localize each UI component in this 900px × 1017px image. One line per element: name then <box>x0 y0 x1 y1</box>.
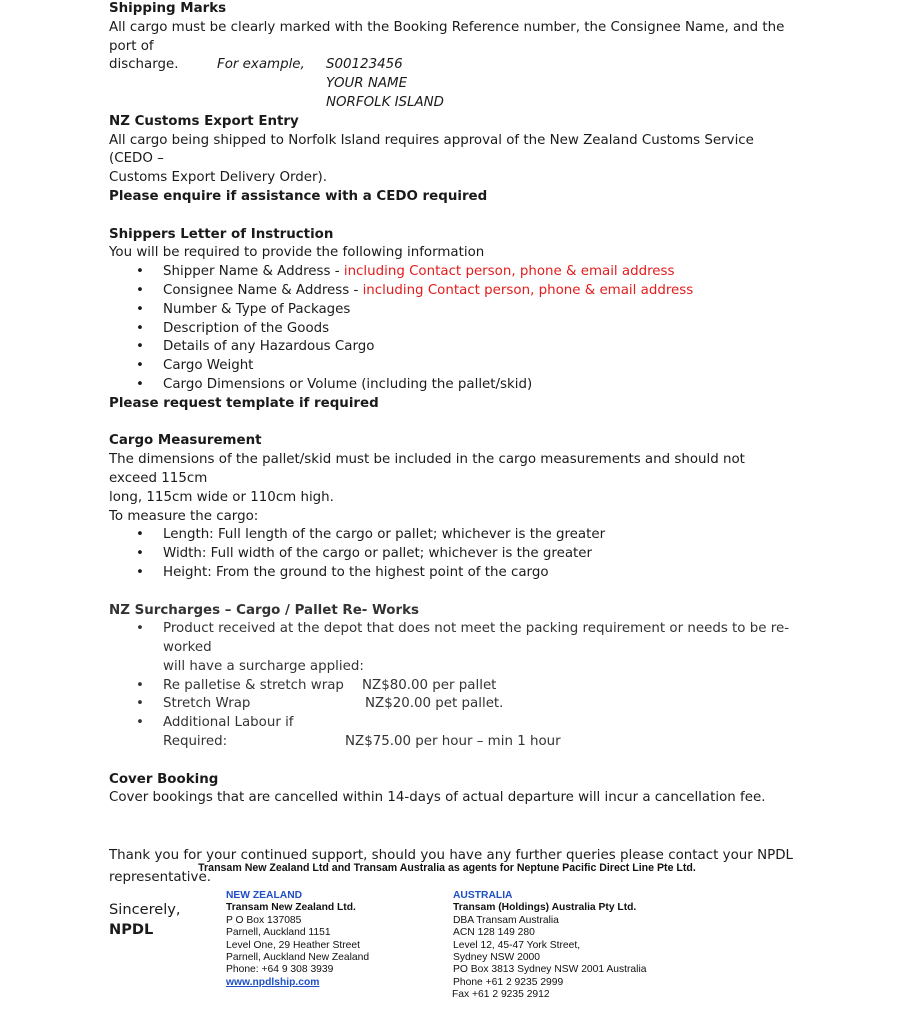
list-item-highlight: including Contact person, phone & email address <box>362 282 694 298</box>
cover-booking-heading: Cover Booking <box>109 771 219 787</box>
instruction-intro: You will be required to provide the following information <box>109 245 485 261</box>
au-address-line: PO Box 3813 Sydney NSW 2001 Australia <box>453 964 647 976</box>
surcharge-label: Re palletise & stretch wrap <box>163 677 344 693</box>
list-item <box>109 677 793 696</box>
list-item-text: Consignee Name & Address - <box>163 282 363 298</box>
list-item <box>109 282 793 301</box>
list-item: • Height: From the ground to the highest point of the cargo <box>109 564 793 583</box>
surcharges-intro-line1: Product received at the depot that does not meet the packing requirement or needs to be re-worked <box>163 621 790 656</box>
example-consignee-name: YOUR NAME <box>326 76 408 92</box>
example-port: NORFOLK ISLAND <box>326 94 444 110</box>
surcharges-heading: NZ Surcharges – Cargo / Pallet Re- Works <box>109 602 419 618</box>
list-item-text: Description of the Goods <box>163 320 330 336</box>
surcharges-list <box>109 620 793 752</box>
shipping-marks-heading: Shipping Marks <box>109 1 227 16</box>
instruction-list <box>109 263 793 395</box>
nz-address-line: Parnell, Auckland New Zealand <box>226 952 370 964</box>
customs-heading: NZ Customs Export Entry <box>109 113 299 129</box>
list-item <box>109 320 793 339</box>
customs-text-line2: Customs Export Delivery Order). <box>109 170 327 186</box>
footer-title: Transam New Zealand Ltd and Transam Australia as agents for Neptune Pacific Direct Line Pte Ltd. <box>198 862 696 874</box>
nz-heading: NEW ZEALAND <box>226 890 303 901</box>
measurement-list <box>109 526 793 582</box>
website-link[interactable]: www.npdlship.com <box>226 976 320 988</box>
signature: NPDL <box>109 921 154 939</box>
shipping-marks-example-row <box>109 56 793 75</box>
surcharge-label: Stretch Wrap <box>163 696 251 712</box>
surcharge-price: NZ$80.00 per pallet <box>362 677 497 693</box>
nz-company: Transam New Zealand Ltd. <box>226 902 356 914</box>
footer-nz-column <box>226 890 369 989</box>
instruction-note: Please request template if required <box>109 395 379 411</box>
nz-address-line: P O Box 137085 <box>226 914 302 926</box>
salutation: Sincerely, <box>109 901 181 919</box>
letter-body <box>109 0 793 940</box>
footer-au-column <box>453 890 646 1002</box>
list-item-text: Number & Type of Packages <box>163 301 351 317</box>
cover-booking-text: Cover bookings that are cancelled within 14-days of actual departure will incur a cancellation fee. <box>109 790 766 806</box>
closing-text: Thank you for your continued support, should you have any further queries please contact your NPDL representative. <box>109 848 793 886</box>
shipping-marks-text-cont: discharge. <box>109 57 179 73</box>
au-company: Transam (Holdings) Australia Pty Ltd. <box>453 902 637 914</box>
example-label: For example, <box>217 57 305 73</box>
list-item <box>109 695 793 714</box>
list-item <box>109 620 793 676</box>
list-item-text: Cargo Dimensions or Volume (including the pallet/skid) <box>163 376 533 392</box>
nz-phone: Phone: +64 9 308 3939 <box>226 964 334 976</box>
measurement-text-line1: The dimensions of the pallet/skid must be included in the cargo measurements and should not exceed 115cm <box>109 452 745 486</box>
surcharges-intro-line2: will have a surcharge applied: <box>163 658 364 674</box>
list-item <box>109 376 793 395</box>
nz-address-line: Level One, 29 Heather Street <box>226 939 360 951</box>
list-item-text: Details of any Hazardous Cargo <box>163 339 375 355</box>
instruction-heading: Shippers Letter of Instruction <box>109 226 334 242</box>
measurement-text-line2: long, 115cm wide or 110cm high. <box>109 489 334 505</box>
list-item <box>109 301 793 320</box>
au-address-line: Sydney NSW 2000 <box>453 952 540 964</box>
measurement-heading: Cargo Measurement <box>109 433 262 449</box>
measurement-intro: To measure the cargo: <box>109 508 259 524</box>
list-item-highlight: including Contact person, phone & email address <box>343 264 675 280</box>
list-item <box>109 357 793 376</box>
list-item <box>109 338 793 357</box>
nz-address-line: Parnell, Auckland 1151 <box>226 927 331 939</box>
shipping-marks-text: All cargo must be clearly marked with the Booking Reference number, the Consignee Name, and the port of <box>109 19 785 54</box>
list-item-text: Cargo Weight <box>163 358 254 374</box>
surcharge-price: NZ$20.00 pet pallet. <box>365 696 504 712</box>
customs-note: Please enquire if assistance with a CEDO required <box>109 188 488 204</box>
list-item <box>109 263 793 282</box>
list-item-text: Shipper Name & Address - <box>163 264 344 280</box>
au-address-line: DBA Transam Australia <box>453 914 559 926</box>
list-item <box>109 714 793 752</box>
list-item: • Width: Full width of the cargo or pallet; whichever is the greater <box>109 545 793 564</box>
surcharge-label: Additional Labour if Required: <box>163 715 294 750</box>
au-heading: AUSTRALIA <box>453 890 513 901</box>
au-fax: Fax +61 2 9235 2912 <box>452 989 550 1001</box>
au-phone: Phone +61 2 9235 2999 <box>453 976 564 988</box>
example-booking-ref: S00123456 <box>326 57 403 73</box>
surcharge-price: NZ$75.00 per hour – min 1 hour <box>345 734 561 750</box>
au-address-line: Level 12, 45-47 York Street, <box>453 939 581 951</box>
list-item: • Length: Full length of the cargo or pallet; whichever is the greater <box>109 526 793 545</box>
customs-text-line1: All cargo being shipped to Norfolk Island requires approval of the New Zealand Customs Service (CEDO – <box>109 132 754 167</box>
au-address-line: ACN 128 149 280 <box>453 927 535 939</box>
